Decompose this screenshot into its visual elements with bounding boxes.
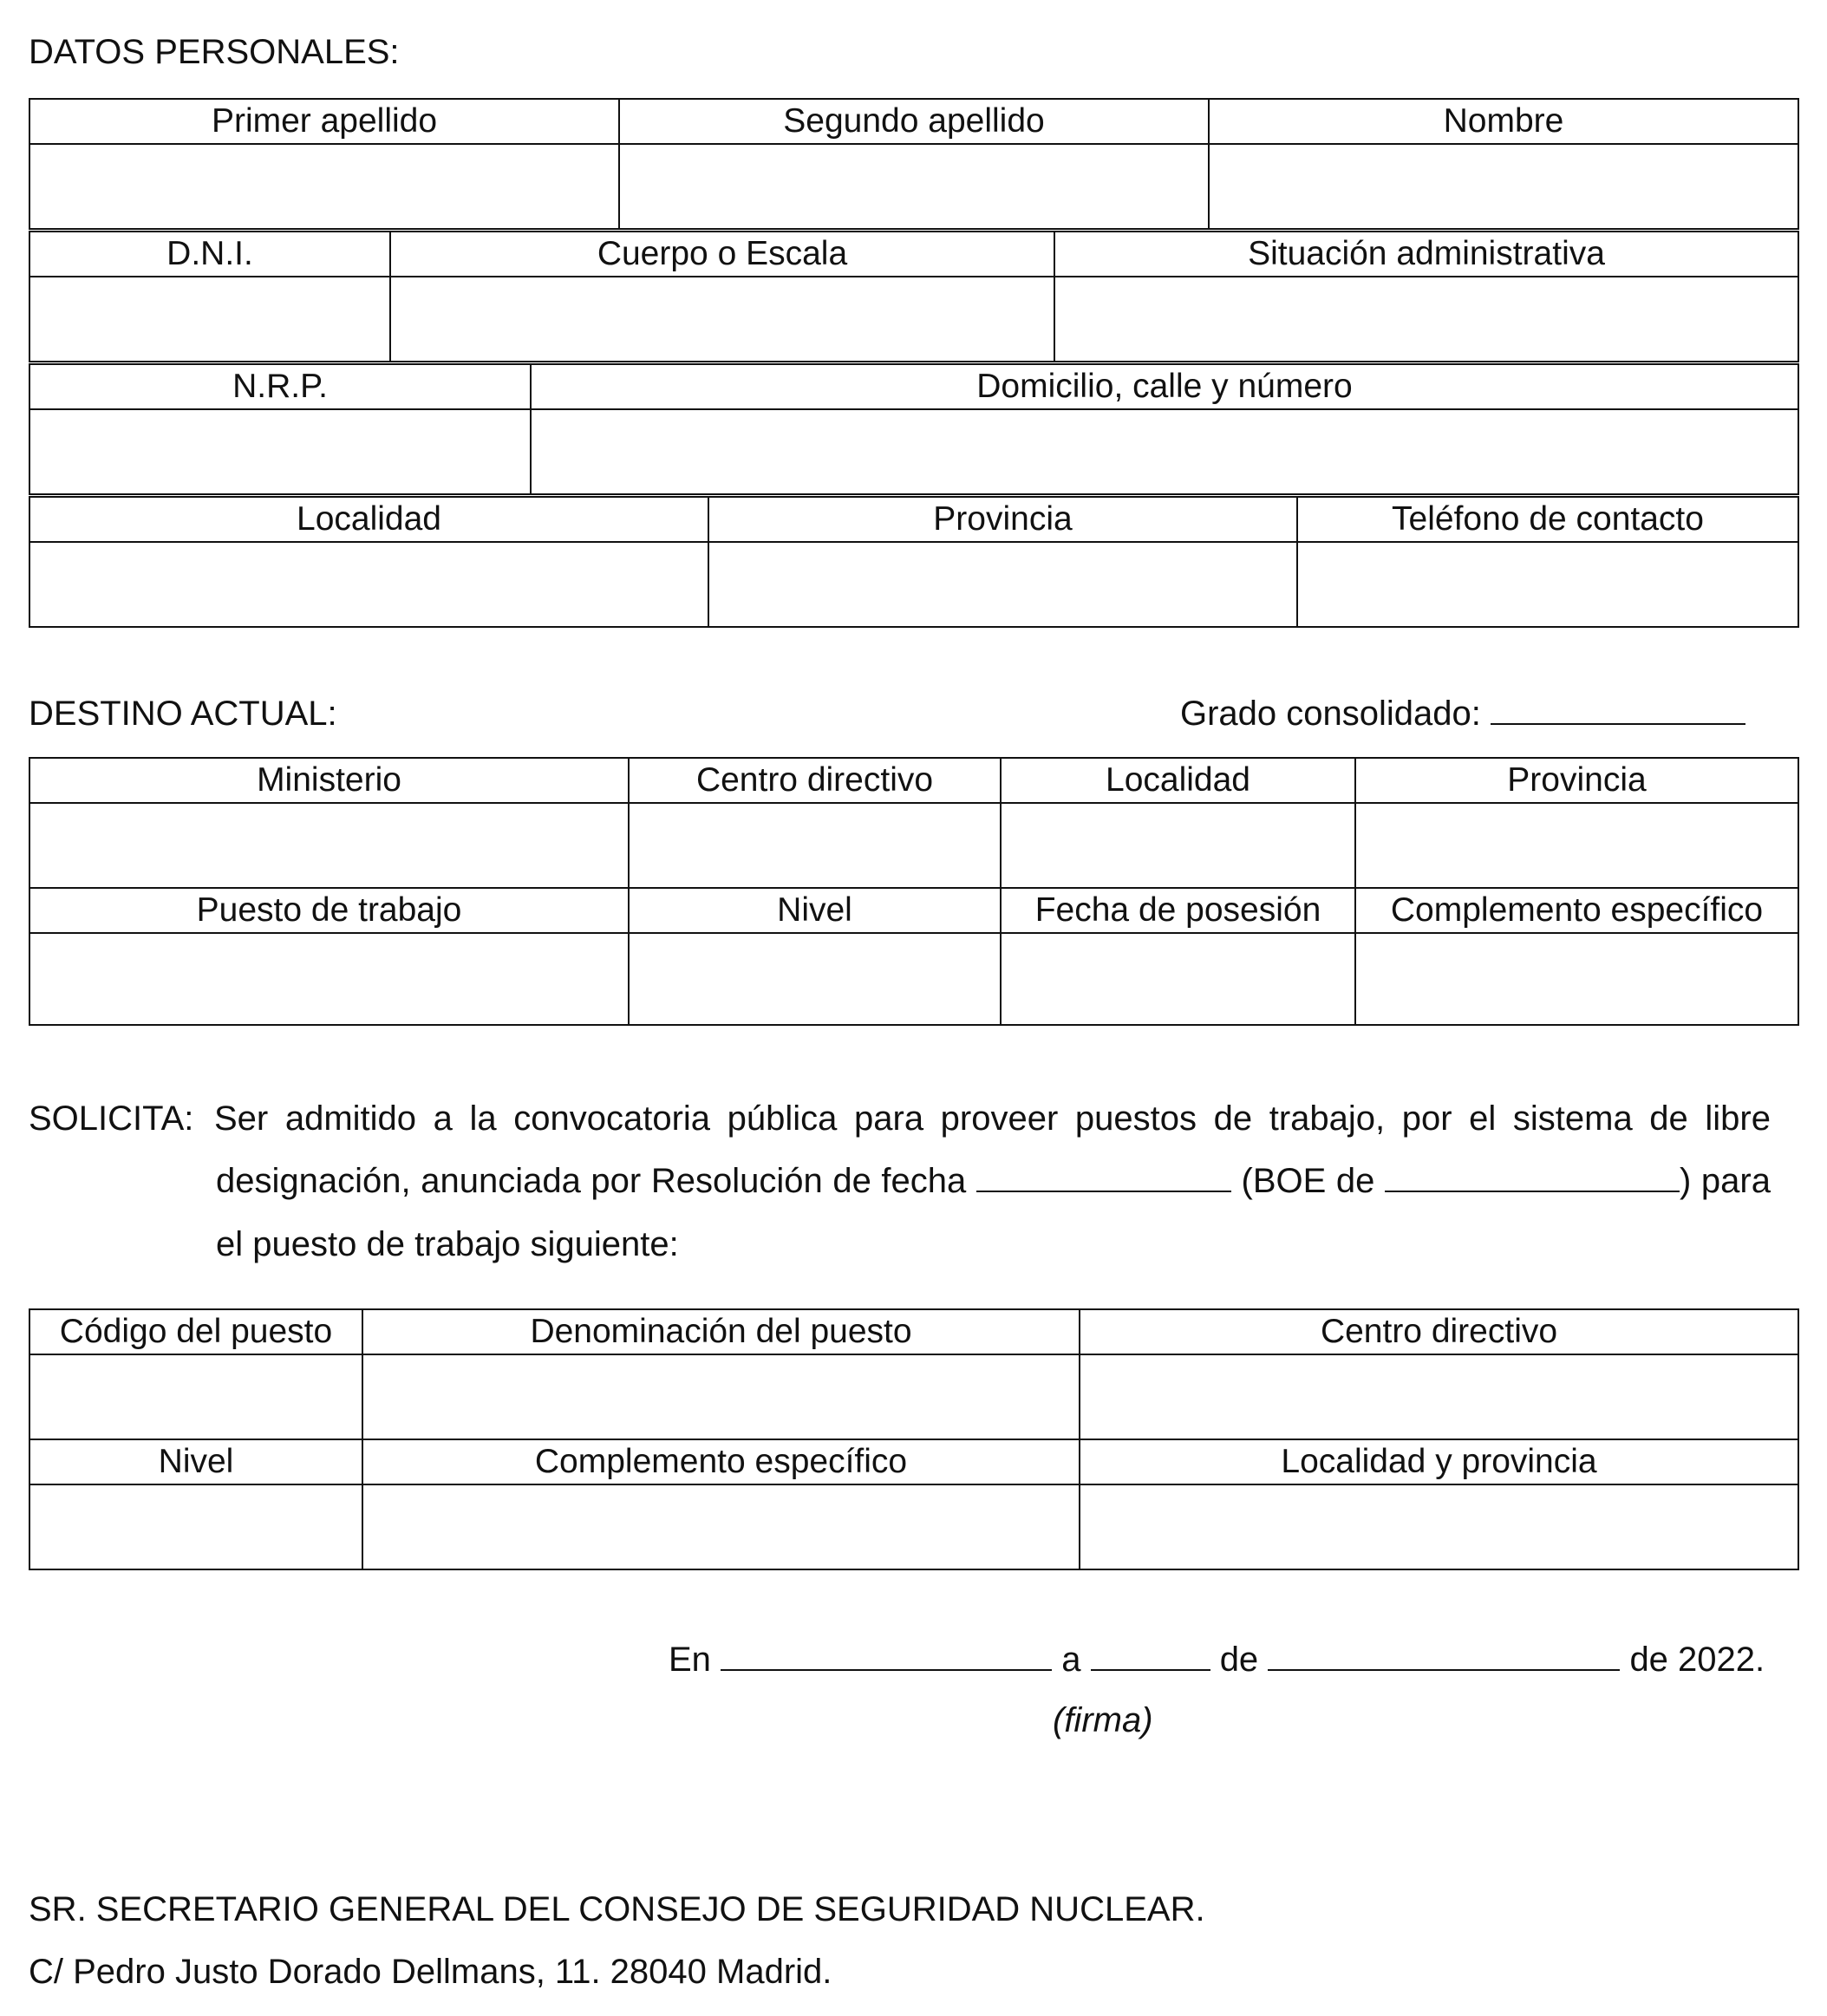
field-codigo-puesto[interactable] <box>29 1354 362 1439</box>
solicita-line-2-text-c: ) para <box>1680 1162 1771 1200</box>
signature-month-field[interactable] <box>1268 1643 1620 1671</box>
solicita-line-2-text-a: designación, anunciada por Resolución de fecha <box>216 1162 967 1200</box>
label-destino-localidad: Localidad <box>1001 758 1355 803</box>
label-situacion-administrativa: Situación administrativa <box>1054 232 1798 277</box>
field-situacion-administrativa[interactable] <box>1054 277 1798 362</box>
field-domicilio[interactable] <box>531 409 1798 494</box>
firma-a: a <box>1061 1641 1081 1679</box>
resolution-date-field[interactable] <box>976 1165 1231 1192</box>
signature-day-field[interactable] <box>1091 1643 1210 1671</box>
recipient-line-1: SR. SECRETARIO GENERAL DEL CONSEJO DE SEGURIDAD NUCLEAR. <box>29 1890 1205 1928</box>
label-destino-nivel: Nivel <box>629 888 1001 933</box>
field-localidad[interactable] <box>29 542 708 627</box>
field-centro-directivo[interactable] <box>629 803 1001 888</box>
field-puesto-centro-directivo[interactable] <box>1080 1354 1798 1439</box>
signature-place-field[interactable] <box>721 1643 1052 1671</box>
label-telefono-contacto: Teléfono de contacto <box>1297 497 1798 542</box>
field-ministerio[interactable] <box>29 803 629 888</box>
label-puesto-centro-directivo: Centro directivo <box>1080 1309 1798 1354</box>
field-nombre[interactable] <box>1209 144 1798 229</box>
grado-consolidado <box>1180 693 1745 734</box>
label-cuerpo-escala: Cuerpo o Escala <box>390 232 1054 277</box>
current-post-heading: DESTINO ACTUAL: <box>29 695 337 733</box>
label-complemento-especifico: Complemento específico <box>1355 888 1798 933</box>
personal-data-table-row1 <box>29 98 1799 230</box>
field-puesto-complemento-especifico[interactable] <box>362 1484 1080 1569</box>
field-puesto-nivel[interactable] <box>29 1484 362 1569</box>
recipient-address: C/ Pedro Justo Dorado Dellmans, 11. 28040 Madrid. <box>29 1953 832 1991</box>
grado-consolidado-label: Grado consolidado: <box>1180 695 1481 733</box>
field-destino-nivel[interactable] <box>629 933 1001 1025</box>
field-localidad-provincia[interactable] <box>1080 1484 1798 1569</box>
field-puesto-trabajo[interactable] <box>29 933 629 1025</box>
field-denominacion-puesto[interactable] <box>362 1354 1080 1439</box>
label-nrp: N.R.P. <box>29 364 531 409</box>
label-nombre: Nombre <box>1209 99 1798 144</box>
label-domicilio: Domicilio, calle y número <box>531 364 1798 409</box>
field-telefono-contacto[interactable] <box>1297 542 1798 627</box>
personal-data-heading: DATOS PERSONALES: <box>29 33 400 71</box>
label-segundo-apellido: Segundo apellido <box>619 99 1209 144</box>
field-segundo-apellido[interactable] <box>619 144 1209 229</box>
boe-date-field[interactable] <box>1385 1165 1680 1192</box>
label-puesto-nivel: Nivel <box>29 1439 362 1484</box>
solicita-label: SOLICITA: <box>29 1099 194 1138</box>
field-complemento-especifico[interactable] <box>1355 933 1798 1025</box>
solicita-line-3: el puesto de trabajo siguiente: <box>216 1225 679 1263</box>
label-ministerio: Ministerio <box>29 758 629 803</box>
field-cuerpo-escala[interactable] <box>390 277 1054 362</box>
label-localidad-provincia: Localidad y provincia <box>1080 1439 1798 1484</box>
signature-label: (firma) <box>1053 1701 1153 1739</box>
field-destino-provincia[interactable] <box>1355 803 1798 888</box>
label-fecha-posesion: Fecha de posesión <box>1001 888 1355 933</box>
label-destino-provincia: Provincia <box>1355 758 1798 803</box>
current-post-table <box>29 757 1799 1026</box>
label-localidad: Localidad <box>29 497 708 542</box>
label-primer-apellido: Primer apellido <box>29 99 619 144</box>
field-nrp[interactable] <box>29 409 531 494</box>
field-provincia[interactable] <box>708 542 1297 627</box>
solicita-line-2 <box>216 1160 1771 1202</box>
personal-data-table-row3 <box>29 363 1799 495</box>
label-puesto-complemento-especifico: Complemento específico <box>362 1439 1080 1484</box>
requested-post-table <box>29 1308 1799 1570</box>
label-puesto-trabajo: Puesto de trabajo <box>29 888 629 933</box>
label-provincia: Provincia <box>708 497 1297 542</box>
field-dni[interactable] <box>29 277 390 362</box>
label-dni: D.N.I. <box>29 232 390 277</box>
grado-consolidado-field[interactable] <box>1491 697 1745 725</box>
solicita-line-1: Ser admitido a la convocatoria pública para proveer puestos de trabajo, por el sistema de libre <box>214 1099 1771 1138</box>
field-primer-apellido[interactable] <box>29 144 619 229</box>
firma-year: de 2022. <box>1629 1641 1765 1679</box>
label-denominacion-puesto: Denominación del puesto <box>362 1309 1080 1354</box>
field-fecha-posesion[interactable] <box>1001 933 1355 1025</box>
firma-de: de <box>1219 1641 1259 1679</box>
solicita-line-2-text-b: (BOE de <box>1241 1162 1375 1200</box>
label-codigo-puesto: Código del puesto <box>29 1309 362 1354</box>
personal-data-table-row4 <box>29 496 1799 628</box>
field-destino-localidad[interactable] <box>1001 803 1355 888</box>
firma-en: En <box>669 1641 711 1679</box>
signature-place-date-line <box>669 1639 1765 1680</box>
label-centro-directivo: Centro directivo <box>629 758 1001 803</box>
personal-data-table-row2 <box>29 231 1799 362</box>
